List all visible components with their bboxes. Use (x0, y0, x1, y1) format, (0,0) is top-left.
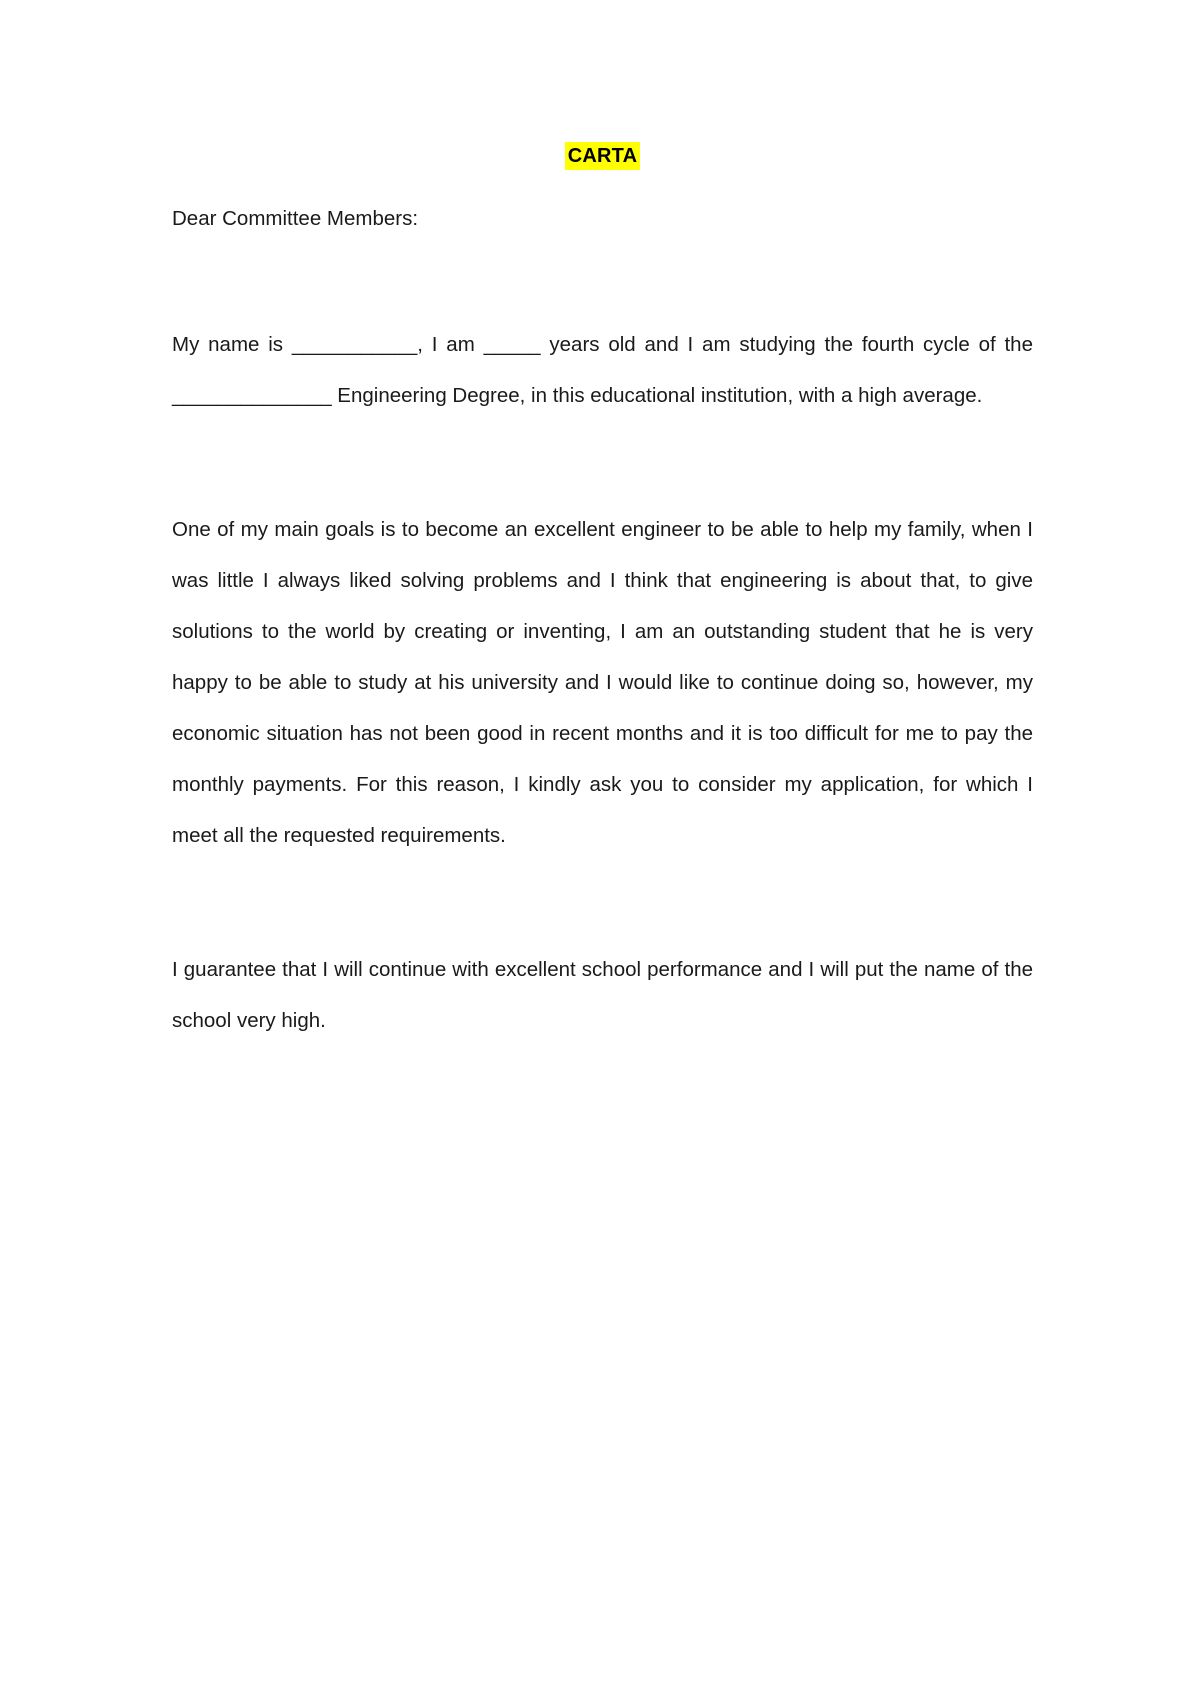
letter-title: CARTA (565, 142, 641, 170)
paragraph-goals: One of my main goals is to become an excellent engineer to be able to help my family, when I was little I always liked solving problems and I think that engineering is about that, to give solutions to the world by creating or inventing, I am an outstanding student that he is very happy to be able to study at his university and I would like to continue doing so, however, my economic situation has not been good in recent months and it is too difficult for me to pay the monthly payments. For this reason, I kindly ask you to consider my application, for which I meet all the requested requirements. (172, 518, 1033, 847)
paragraph-introduction: My name is ___________, I am _____ years old and I am studying the fourth cycle of the ______________ Engineering Degree, in this educational institution, with a high average. (172, 333, 1033, 407)
paragraph-closing: I guarantee that I will continue with excellent school performance and I will put the name of the school very high. (172, 958, 1033, 1032)
salutation: Dear Committee Members: (172, 207, 419, 230)
title-container (172, 140, 1033, 176)
letter-body (172, 140, 1033, 1046)
